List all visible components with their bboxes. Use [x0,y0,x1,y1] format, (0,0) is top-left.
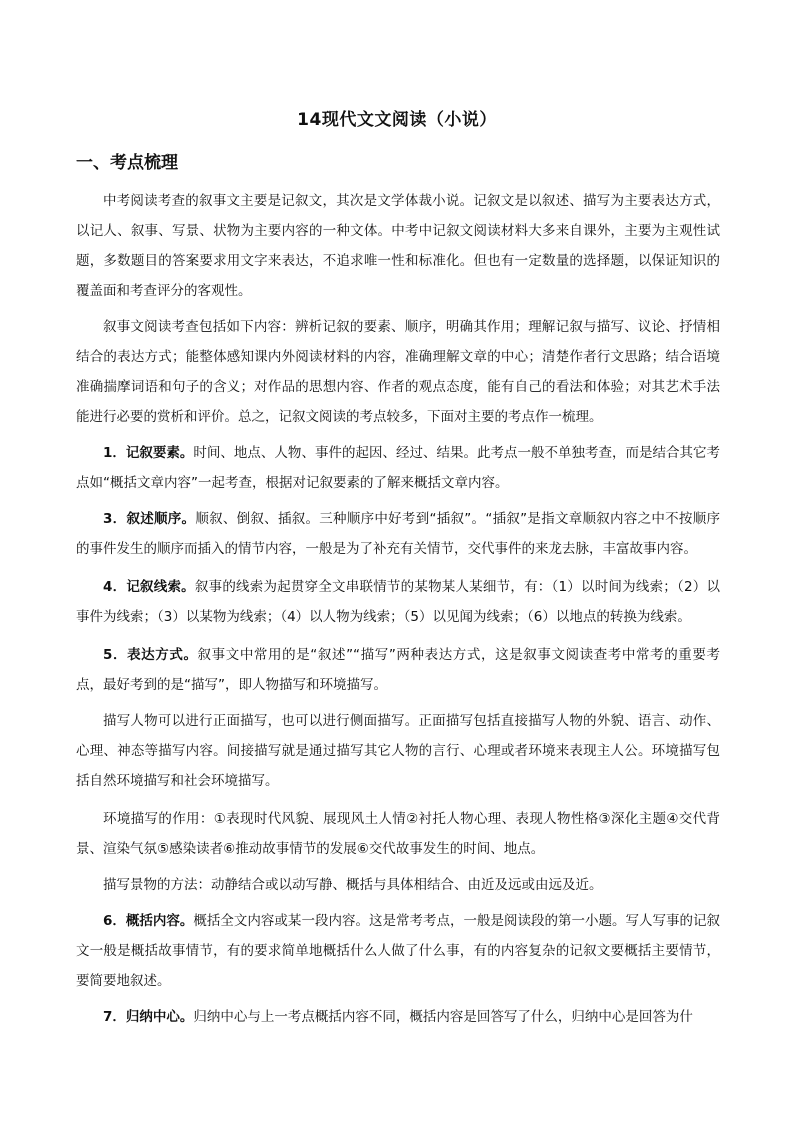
paragraph-text: 顺叙、倒叙、插叙。三种顺序中好考到“插叙”。“插叙”是指文章顺叙内容之中不按顺序的事件发生的顺序而插入的情节内容，一般是为了补充有关情节，交代事件的来龙去脉，丰富故事内容。 [76,511,720,557]
paragraph-summarize-content [76,906,720,996]
paragraph-text: 归纳中心与上一考点概括内容不同，概括内容是回答写了什么，归纳中心是回答为什 [193,1009,693,1025]
paragraph-intro [76,186,720,306]
paragraph-text: 描写人物可以进行正面描写，也可以进行侧面描写。正面描写包括直接描写人物的外貌、语言、动作、心理、神态等描写内容。间接描写就是通过描写其它人物的言行、心理或者环境来表现主人公。环境描写包括自然环境描写和社会环境描写。 [76,713,720,789]
paragraph-lead: 1．记叙要素。 [103,445,194,461]
paragraph-lead: 6．概括内容。 [103,913,194,929]
paragraph-narrative-clue [76,572,720,632]
paragraph-text: 时间、地点、人物、事件的起因、经过、结果。此考点一般不单独考查，而是结合其它考点如“概括文章内容”一起考查，根据对记叙要素的了解来概括文章内容。 [76,445,720,491]
paragraph-text: 环境描写的作用：①表现时代风貌、展现风土人情②衬托人物心理、表现人物性格③深化主题④交代背景、渲染气氛⑤感染读者⑥推动故事情节的发展⑥交代故事发生的时间、地点。 [76,811,720,857]
paragraph-lead: 7．归纳中心。 [103,1009,194,1025]
document-title: 14现代文文阅读（小说） [297,110,497,130]
paragraph-scenery-method [76,870,720,900]
paragraph-lead: 3．叙述顺序。 [103,511,196,527]
paragraph-lead: 5．表达方式。 [103,647,198,663]
paragraph-text: 描写景物的方法：动静结合或以动写静、概括与具体相结合、由近及远或由远及近。 [103,877,603,893]
paragraph-narrative-order [76,504,720,564]
paragraph-central-idea [76,1002,720,1032]
paragraph-text: 叙事文阅读考查包括如下内容：辨析记叙的要素、顺序，明确其作用；理解记叙与描写、议论、抒情相结合的表达方式；能整体感知课内外阅读材料的内容，准确理解文章的中心；清楚作者行文思路；结合语境准确揣摩词语和句子的含义；对作品的思想内容、作者的观点态度，能有自己的看法和体验；对其艺术手法能进行必要的赏析和评价。总之，记叙文阅读的考点较多，下面对主要的考点作一梳理。 [76,319,720,425]
paragraph-text: 中考阅读考查的叙事文主要是记叙文，其次是文学体裁小说。记叙文是以叙述、描写为主要表达方式，以记人、叙事、写景、状物为主要内容的一种文体。中考中记叙文阅读材料大多来自课外，主要为主观性试题，多数题目的答案要求用文字来表达，不追求唯一性和标准化。但也有一定数量的选择题，以保证知识的覆盖面和考查评分的客观性。 [76,193,720,299]
paragraph-content-overview [76,312,720,432]
paragraph-narrative-elements [76,438,720,498]
section-heading: 一、考点梳理 [76,153,178,173]
paragraph-lead: 4．记叙线索。 [103,579,195,595]
paragraph-text: 概括全文内容或某一段内容。这是常考考点，一般是阅读段的第一小题。写人写事的记叙文一般是概括故事情节，有的要求简单地概括什么人做了什么事，有的内容复杂的记叙文要概括主要情节，要简要地叙述。 [76,913,720,989]
paragraph-text: 叙事文中常用的是“叙述”“描写”两种表达方式，这是叙事文阅读查考中常考的重要考点，最好考到的是“描写”，即人物描写和环境描写。 [76,647,720,693]
document-body [76,186,720,1038]
paragraph-environment-role [76,804,720,864]
paragraph-text: 叙事的线索为起贯穿全文串联情节的某物某人某细节，有：（1）以时间为线索；（2）以事件为线索；（3）以某物为线索；（4）以人物为线索；（5）以见闻为线索；（6）以地点的转换为线索。 [76,579,720,625]
paragraph-expression [76,640,720,700]
paragraph-character-description [76,706,720,796]
